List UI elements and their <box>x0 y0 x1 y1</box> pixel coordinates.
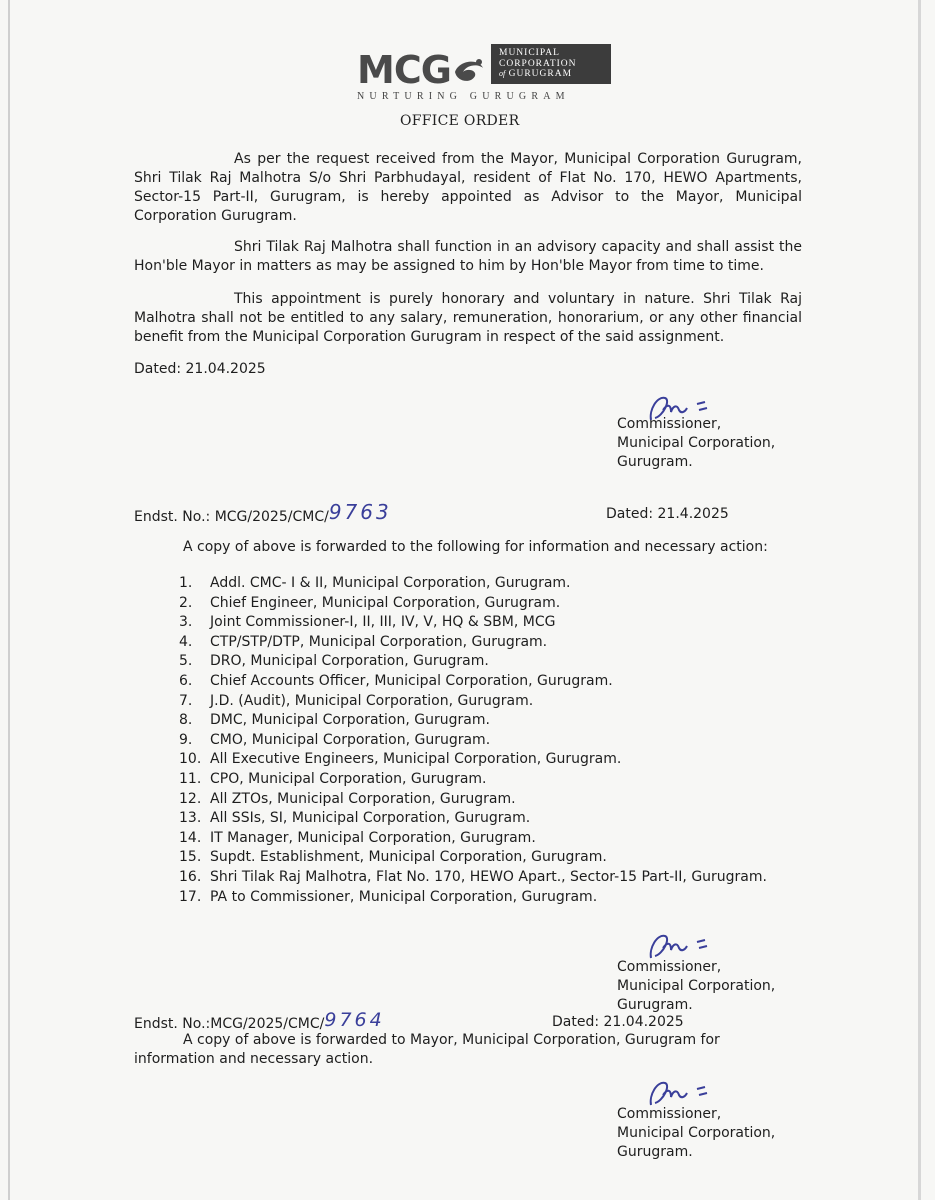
list-num: 8. <box>179 712 193 729</box>
list-text: DRO, Municipal Corporation, Gurugram. <box>210 653 489 670</box>
paragraph-2 <box>134 238 802 276</box>
list-item <box>179 672 879 692</box>
logo-org-line2: CORPORATION <box>499 58 577 69</box>
page-title: OFFICE ORDER <box>400 113 520 129</box>
logo-org-line1: MUNICIPAL <box>499 48 560 58</box>
sig2-city: Gurugram. <box>617 997 693 1013</box>
logo-org-line3-wrap <box>499 69 611 80</box>
list-item <box>179 731 879 751</box>
list-item <box>179 750 879 770</box>
endst2-handwritten-number: 9764 <box>324 1009 385 1031</box>
paragraph-1 <box>134 150 802 226</box>
list-num: 17. <box>179 888 202 905</box>
logo-tagline: NURTURING GURUGRAM <box>357 91 570 102</box>
list-item <box>179 692 879 712</box>
sig1-org: Municipal Corporation, <box>617 435 776 451</box>
para2-line2: Hon'ble Mayor in matters as may be assigned to him by Hon'ble Mayor from time to time. <box>134 258 764 274</box>
list-item <box>179 711 879 731</box>
para2-line1: Shri Tilak Raj Malhotra shall function in an advisory capacity and shall assist the <box>234 239 802 255</box>
list-num: 14. <box>179 829 202 846</box>
list-text: Shri Tilak Raj Malhotra, Flat No. 170, HEWO Apart., Sector-15 Part-II, Gurugram. <box>210 868 767 885</box>
sig3-org: Municipal Corporation, <box>617 1125 776 1141</box>
list-item <box>179 594 879 614</box>
list-num: 1. <box>179 575 193 591</box>
list-num: 5. <box>179 653 193 670</box>
endorsement-1-number <box>134 500 392 527</box>
list-num: 6. <box>179 672 193 689</box>
list-text: Chief Accounts Officer, Municipal Corporation, Gurugram. <box>210 672 613 689</box>
endst2-prefix: Endst. No.:MCG/2025/CMC/ <box>134 1016 325 1032</box>
list-num: 16. <box>179 868 202 885</box>
list-num: 7. <box>179 692 193 709</box>
para3-line3: benefit from the Municipal Corporation Gurugram in respect of the said assignment. <box>134 329 725 345</box>
para1-line1: As per the request received from the Mayor, Municipal Corporation Gurugram, <box>234 151 802 167</box>
scan-edge-right <box>918 0 921 1200</box>
list-text: Joint Commissioner-I, II, III, IV, V, HQ & SBM, MCG <box>210 614 556 631</box>
signature-block-1 <box>617 415 775 472</box>
list-num: 12. <box>179 790 202 807</box>
sig2-org: Municipal Corporation, <box>617 978 776 994</box>
list-num: 9. <box>179 731 193 748</box>
sig3-title: Commissioner, <box>617 1106 722 1122</box>
list-text: DMC, Municipal Corporation, Gurugram. <box>210 712 490 729</box>
para1-line2: Shri Tilak Raj Malhotra S/o Shri Parbhudayal, resident of Flat No. 170, HEWO Apartments, <box>134 170 802 186</box>
logo-mcg-text: MCG <box>357 48 451 92</box>
list-text: Addl. CMC- I & II, Municipal Corporation, Gurugram. <box>210 575 571 591</box>
sig3-city: Gurugram. <box>617 1144 693 1160</box>
endst1-handwritten-number: 9763 <box>328 500 392 524</box>
list-text: CMO, Municipal Corporation, Gurugram. <box>210 731 491 748</box>
para3-line2: Malhotra shall not be entitled to any salary, remuneration, honorarium, or any other financial <box>134 310 802 326</box>
list-text: IT Manager, Municipal Corporation, Gurugram. <box>210 829 536 846</box>
recipient-list <box>179 574 879 907</box>
list-item <box>179 809 879 829</box>
list-num: 15. <box>179 849 202 866</box>
list-text: Supdt. Establishment, Municipal Corporation, Gurugram. <box>210 849 607 866</box>
list-item <box>179 790 879 810</box>
list-text: CPO, Municipal Corporation, Gurugram. <box>210 770 487 787</box>
endst1-prefix: Endst. No.: MCG/2025/CMC/ <box>134 509 329 525</box>
list-text: All Executive Engineers, Municipal Corporation, Gurugram. <box>210 751 622 768</box>
endorsement-1-intro: A copy of above is forwarded to the following for information and necessary action: <box>183 539 768 555</box>
logo-org-line3: GURUGRAM <box>508 69 573 79</box>
list-item <box>179 633 879 653</box>
list-item <box>179 652 879 672</box>
list-item <box>179 888 879 908</box>
list-text: CTP/STP/DTP, Municipal Corporation, Gurugram. <box>210 633 548 650</box>
list-num: 10. <box>179 751 202 768</box>
list-num: 3. <box>179 614 193 631</box>
endorsement-1-dated: Dated: 21.4.2025 <box>606 506 729 522</box>
list-item <box>179 868 879 888</box>
signature-block-3 <box>617 1105 775 1162</box>
endorsement-2-dated: Dated: 21.04.2025 <box>552 1014 684 1030</box>
list-item <box>179 770 879 790</box>
list-item <box>179 613 879 633</box>
endorsement-2-text-line1: A copy of above is forwarded to Mayor, Municipal Corporation, Gurugram for <box>183 1032 720 1048</box>
sig1-city: Gurugram. <box>617 454 693 470</box>
endorsement-2-text-line2: information and necessary action. <box>134 1051 374 1067</box>
list-text: All SSIs, SI, Municipal Corporation, Gurugram. <box>210 810 531 827</box>
paragraph-3 <box>134 290 802 347</box>
list-num: 11. <box>179 770 202 787</box>
signature-block-2 <box>617 958 775 1015</box>
list-item <box>179 574 879 594</box>
sig1-title: Commissioner, <box>617 416 722 432</box>
mcg-logo <box>355 44 615 104</box>
logo-org-box <box>491 44 611 84</box>
para1-line4: Corporation Gurugram. <box>134 208 297 224</box>
list-text: All ZTOs, Municipal Corporation, Gurugram. <box>210 790 516 807</box>
scan-edge-left <box>8 0 10 1200</box>
logo-org-of: of <box>499 69 506 78</box>
list-item <box>179 848 879 868</box>
logo-swirl-icon <box>449 54 489 86</box>
para3-line1: This appointment is purely honorary and voluntary in nature. Shri Tilak Raj <box>234 291 802 307</box>
list-num: 13. <box>179 810 202 827</box>
list-text: J.D. (Audit), Municipal Corporation, Gurugram. <box>210 692 534 709</box>
para1-line3: Sector-15 Part-II, Gurugram, is hereby appointed as Advisor to the Mayor, Municipal <box>134 189 802 205</box>
list-text: Chief Engineer, Municipal Corporation, Gurugram. <box>210 594 561 611</box>
dated-main: Dated: 21.04.2025 <box>134 361 266 377</box>
list-num: 2. <box>179 594 193 611</box>
list-num: 4. <box>179 633 193 650</box>
list-item <box>179 829 879 849</box>
list-text: PA to Commissioner, Municipal Corporation, Gurugram. <box>210 888 598 905</box>
sig2-title: Commissioner, <box>617 959 722 975</box>
